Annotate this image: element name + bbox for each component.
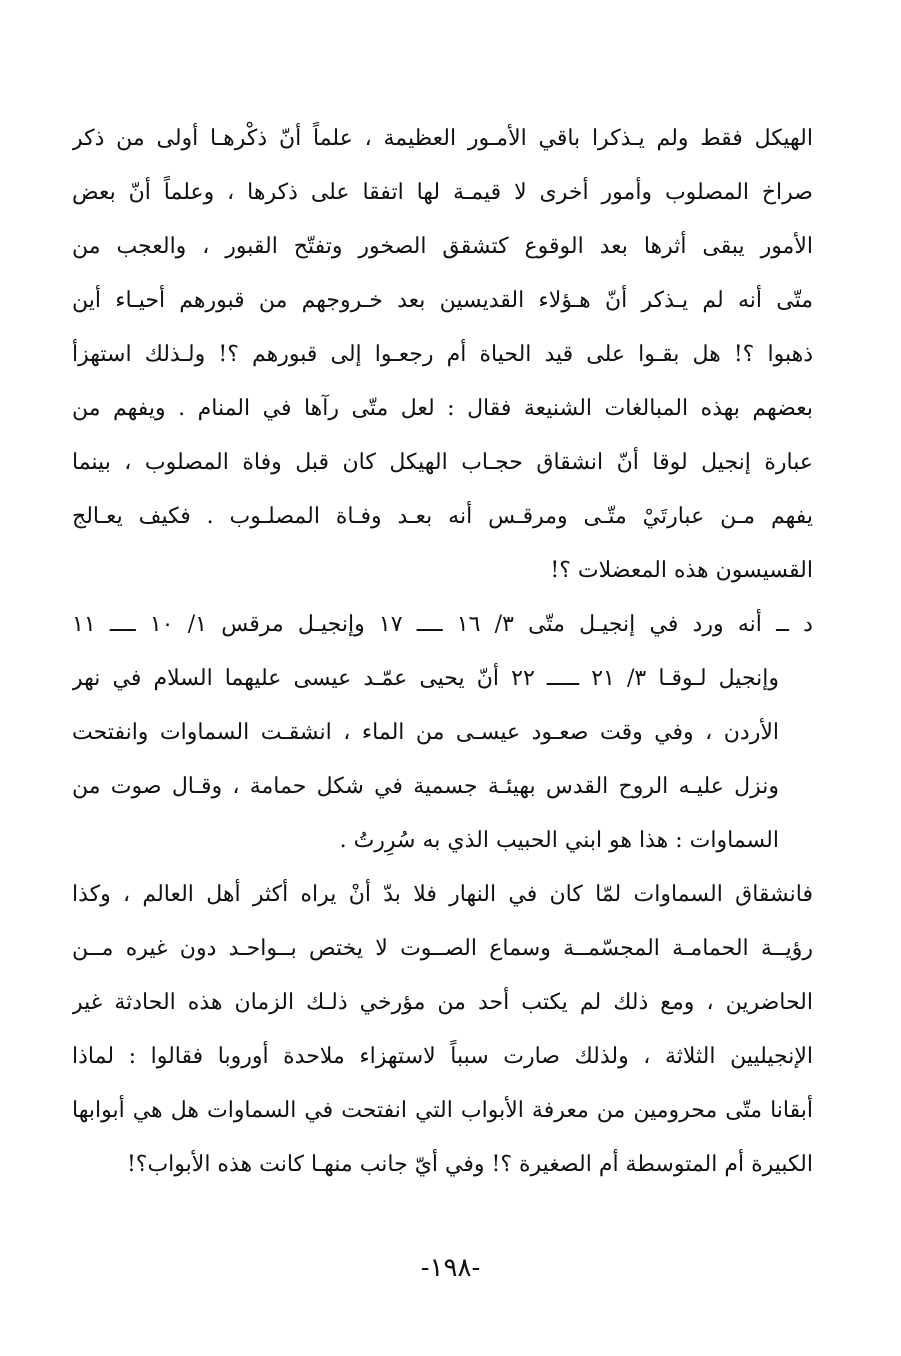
text-line: الأمور يبقى أثرها بعد الوقوع كتشقق الصخور وتفتّح القبور ، والعجب من xyxy=(72,234,813,259)
text-line: القسيسون هذه المعضلات ؟! xyxy=(550,558,813,583)
text-line: عبارة إنجيل لوقا أنّ انشقاق حجـاب الهيكل كان قبل وفاة المصلوب ، بينما xyxy=(72,450,813,475)
text-line: ذهبوا ؟! هل بقـوا على قيد الحياة أم رجعـوا إلى قبورهم ؟! ولـذلك استهزأ xyxy=(72,342,813,367)
text-line: رؤيــة الحمامـة المجسّمــة وسماع الصــوت لا يختص بــواحـد دون غيره مــن xyxy=(72,936,813,961)
text-line: متّى أنه لم يـذكر أنّ هـؤلاء القديسين بعد خـروجهم من قبورهم أحيـاء أين xyxy=(72,288,813,313)
text-line: الإنجيليين الثلاثة ، ولذلك صارت سبباً لاستهزاء ملاحدة أوروبا فقالوا : لماذا xyxy=(72,1044,813,1069)
text-line: السماوات : هذا هو ابني الحبيب الذي به سُرِرتُ . xyxy=(339,828,779,853)
text-line: فانشقاق السماوات لمّا كان في النهار فلا بدّ أنْ يراه أكثر أهل العالم ، وكذا xyxy=(72,882,813,907)
paragraph-3 xyxy=(72,868,813,1192)
paragraph-1 xyxy=(72,112,813,598)
text-line: د ــ أنه ورد في إنجيـل متّى ٣/ ١٦ ــــ ١٧ وإنجيـل مرقس ١/ ١٠ ــــ ١١ xyxy=(72,612,813,637)
text-line: ونزل عليـه الروح القدس بهيئـة جسمية في شكل حمامة ، وقـال صوت من xyxy=(72,774,779,799)
text-line: أبقانا متّى محرومين من معرفة الأبواب التي انفتحت في السماوات هل هي أبوابها xyxy=(72,1098,813,1123)
text-line: الأردن ، وفي وقت صعـود عيسـى من الماء ، انشقـت السماوات وانفتحت xyxy=(72,720,779,745)
text-line: بعضهم بهذه المبالغات الشنيعة فقال : لعل متّى رآها في المنام . ويفهم من xyxy=(72,396,813,421)
text-line: الكبيرة أم المتوسطة أم الصغيرة ؟! وفي أيّ جانب منهـا كانت هذه الأبواب؟! xyxy=(126,1152,813,1177)
text-line: وإنجيل لـوقـا ٣/ ٢١ ـــــ ٢٢ أنّ يحيى عمّـد عيسى عليهما السلام في نهر xyxy=(72,666,780,691)
page-number: -١٩٨- xyxy=(420,1253,481,1283)
text-line: الحاضرين ، ومع ذلك لم يكتب أحد من مؤرخي ذلـك الزمان هذه الحادثة غير xyxy=(72,990,813,1015)
text-line: الهيكل فقط ولم يـذكرا باقي الأمـور العظيمة ، علماً أنّ ذكْرهـا أولى من ذكر xyxy=(72,126,813,151)
text-line: يفهم مـن عبارتَيْ متّـى ومرقـس أنه بعـد وفـاة المصلـوب . فكيف يعـالج xyxy=(72,504,813,529)
text-line: صراخ المصلوب وأمور أخرى لا قيمـة لها اتفقا على ذكرها ، وعلماً أنّ بعض xyxy=(72,180,813,205)
paragraph-2 xyxy=(72,598,813,868)
